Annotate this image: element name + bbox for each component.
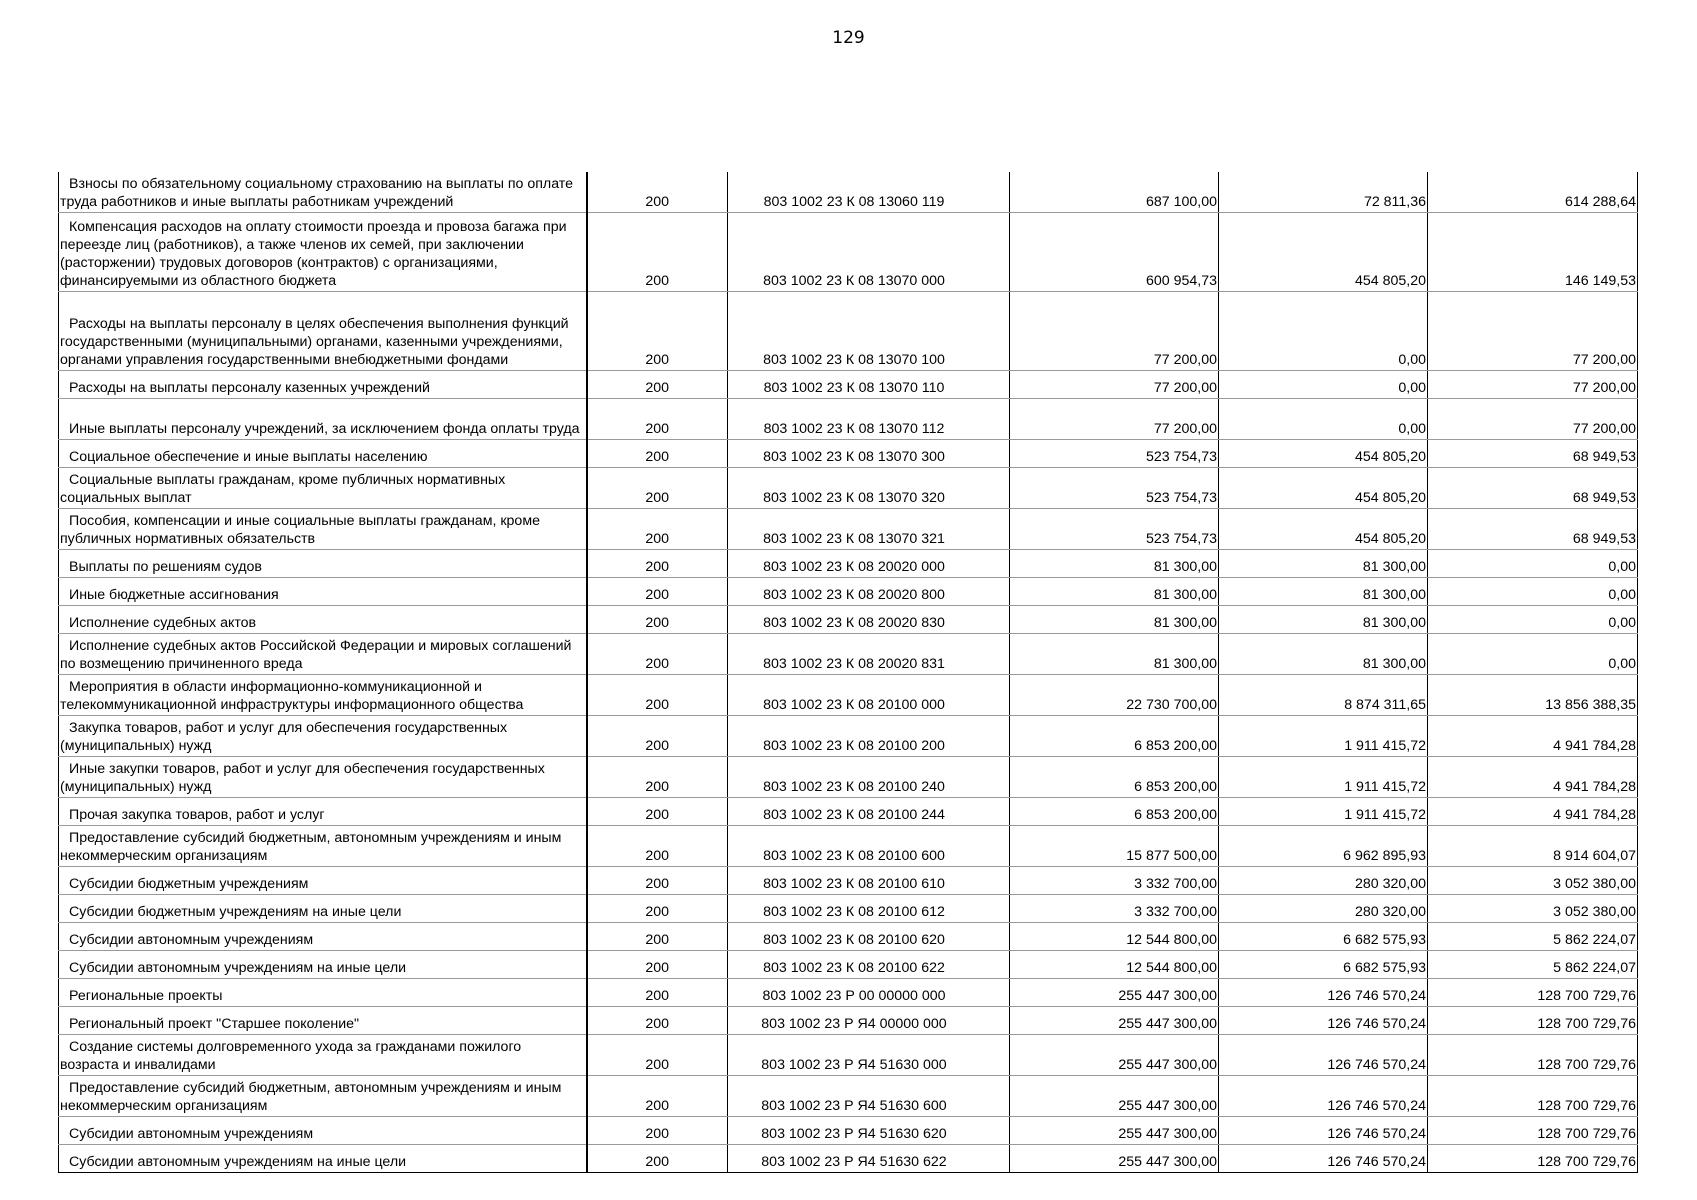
table-row: [59, 292, 1638, 371]
row-line-code: 200: [587, 371, 728, 399]
row-unexecuted: 614 288,64: [1428, 172, 1638, 213]
row-unexecuted: 128 700 729,76: [1428, 1145, 1638, 1173]
row-name: Иные выплаты персоналу учреждений, за исключением фонда оплаты труда: [59, 399, 587, 440]
table-row: [59, 440, 1638, 468]
row-executed: 1 911 415,72: [1219, 716, 1428, 757]
row-approved: 81 300,00: [1010, 578, 1219, 606]
table-row: [59, 1145, 1638, 1173]
row-name: Мероприятия в области информационно-коммуникационной и телекоммуникационной инфраструктуры информационного общества: [59, 675, 587, 716]
row-name: Региональный проект "Старшее поколение": [59, 1007, 587, 1035]
row-approved: 255 447 300,00: [1010, 1007, 1219, 1035]
row-line-code: 200: [587, 213, 728, 292]
row-executed: 0,00: [1219, 399, 1428, 440]
row-unexecuted: 3 052 380,00: [1428, 895, 1638, 923]
row-name: Закупка товаров, работ и услуг для обеспечения государственных (муниципальных) нужд: [59, 716, 587, 757]
row-name: Субсидии автономным учреждениям на иные цели: [59, 951, 587, 979]
table-row: [59, 979, 1638, 1007]
row-line-code: 200: [587, 399, 728, 440]
row-budget-code: 803 1002 23 Р Я4 51630 620: [728, 1117, 1010, 1145]
row-unexecuted: 3 052 380,00: [1428, 867, 1638, 895]
row-executed: 6 962 895,93: [1219, 826, 1428, 867]
row-approved: 255 447 300,00: [1010, 1145, 1219, 1173]
row-approved: 81 300,00: [1010, 550, 1219, 578]
table-row: [59, 798, 1638, 826]
row-name: Расходы на выплаты персоналу в целях обеспечения выполнения функций государственными (муниципальными) органами, казенными учреждениями, органами управления государственными внебюджетными фондами: [59, 292, 587, 371]
row-unexecuted: 128 700 729,76: [1428, 1076, 1638, 1117]
row-executed: 6 682 575,93: [1219, 923, 1428, 951]
row-budget-code: 803 1002 23 Р Я4 51630 622: [728, 1145, 1010, 1173]
row-approved: 3 332 700,00: [1010, 867, 1219, 895]
row-executed: 454 805,20: [1219, 213, 1428, 292]
row-name: Субсидии бюджетным учреждениям на иные цели: [59, 895, 587, 923]
row-budget-code: 803 1002 23 К 08 20100 240: [728, 757, 1010, 798]
row-executed: 81 300,00: [1219, 578, 1428, 606]
row-line-code: 200: [587, 634, 728, 675]
row-executed: 126 746 570,24: [1219, 1076, 1428, 1117]
row-name: Субсидии автономным учреждениям: [59, 1117, 587, 1145]
row-budget-code: 803 1002 23 К 08 13060 119: [728, 172, 1010, 213]
row-executed: 81 300,00: [1219, 550, 1428, 578]
row-approved: 77 200,00: [1010, 399, 1219, 440]
budget-execution-table: [58, 172, 1638, 1173]
row-executed: 81 300,00: [1219, 634, 1428, 675]
row-line-code: 200: [587, 979, 728, 1007]
page-number: 129: [832, 28, 865, 48]
row-line-code: 200: [587, 440, 728, 468]
row-executed: 8 874 311,65: [1219, 675, 1428, 716]
row-unexecuted: 0,00: [1428, 550, 1638, 578]
table-row: [59, 951, 1638, 979]
row-line-code: 200: [587, 675, 728, 716]
row-budget-code: 803 1002 23 К 08 20100 000: [728, 675, 1010, 716]
row-name: Исполнение судебных актов: [59, 606, 587, 634]
row-executed: 126 746 570,24: [1219, 1117, 1428, 1145]
row-unexecuted: 128 700 729,76: [1428, 979, 1638, 1007]
table-row: [59, 213, 1638, 292]
row-executed: 454 805,20: [1219, 440, 1428, 468]
row-executed: 454 805,20: [1219, 509, 1428, 550]
row-unexecuted: 13 856 388,35: [1428, 675, 1638, 716]
row-approved: 523 754,73: [1010, 468, 1219, 509]
row-unexecuted: 77 200,00: [1428, 292, 1638, 371]
row-line-code: 200: [587, 757, 728, 798]
row-executed: 72 811,36: [1219, 172, 1428, 213]
row-unexecuted: 146 149,53: [1428, 213, 1638, 292]
row-unexecuted: 0,00: [1428, 634, 1638, 675]
row-executed: 81 300,00: [1219, 606, 1428, 634]
row-executed: 1 911 415,72: [1219, 757, 1428, 798]
row-approved: 523 754,73: [1010, 509, 1219, 550]
row-budget-code: 803 1002 23 К 08 20020 000: [728, 550, 1010, 578]
row-budget-code: 803 1002 23 К 08 20100 622: [728, 951, 1010, 979]
row-name: Создание системы долговременного ухода за гражданами пожилого возраста и инвалидами: [59, 1035, 587, 1076]
row-name: Социальные выплаты гражданам, кроме публичных нормативных социальных выплат: [59, 468, 587, 509]
row-line-code: 200: [587, 172, 728, 213]
row-executed: 1 911 415,72: [1219, 798, 1428, 826]
table-row: [59, 550, 1638, 578]
row-name: Субсидии автономным учреждениям на иные цели: [59, 1145, 587, 1173]
row-line-code: 200: [587, 468, 728, 509]
table-row: [59, 578, 1638, 606]
row-approved: 6 853 200,00: [1010, 716, 1219, 757]
row-approved: 6 853 200,00: [1010, 798, 1219, 826]
row-unexecuted: 4 941 784,28: [1428, 716, 1638, 757]
table-row: [59, 172, 1638, 213]
row-name: Предоставление субсидий бюджетным, автономным учреждениям и иным некоммерческим организациям: [59, 826, 587, 867]
row-budget-code: 803 1002 23 К 08 20100 600: [728, 826, 1010, 867]
row-budget-code: 803 1002 23 К 08 20100 612: [728, 895, 1010, 923]
row-budget-code: 803 1002 23 К 08 13070 110: [728, 371, 1010, 399]
row-name: Региональные проекты: [59, 979, 587, 1007]
row-approved: 81 300,00: [1010, 606, 1219, 634]
row-name: Прочая закупка товаров, работ и услуг: [59, 798, 587, 826]
row-name: Исполнение судебных актов Российской Федерации и мировых соглашений по возмещению причиненного вреда: [59, 634, 587, 675]
table-row: [59, 1007, 1638, 1035]
row-executed: 6 682 575,93: [1219, 951, 1428, 979]
table-row: [59, 716, 1638, 757]
row-unexecuted: 5 862 224,07: [1428, 923, 1638, 951]
table-row: [59, 895, 1638, 923]
row-approved: 523 754,73: [1010, 440, 1219, 468]
row-budget-code: 803 1002 23 К 08 13070 321: [728, 509, 1010, 550]
table-row: [59, 1117, 1638, 1145]
row-unexecuted: 4 941 784,28: [1428, 757, 1638, 798]
row-approved: 77 200,00: [1010, 371, 1219, 399]
table-row: [59, 468, 1638, 509]
row-approved: 600 954,73: [1010, 213, 1219, 292]
row-name: Расходы на выплаты персоналу казенных учреждений: [59, 371, 587, 399]
row-budget-code: 803 1002 23 К 08 20020 831: [728, 634, 1010, 675]
row-line-code: 200: [587, 292, 728, 371]
row-unexecuted: 5 862 224,07: [1428, 951, 1638, 979]
row-line-code: 200: [587, 1117, 728, 1145]
row-line-code: 200: [587, 1007, 728, 1035]
row-name: Социальное обеспечение и иные выплаты населению: [59, 440, 587, 468]
row-name: Пособия, компенсации и иные социальные выплаты гражданам, кроме публичных нормативных обязательств: [59, 509, 587, 550]
row-line-code: 200: [587, 1145, 728, 1173]
row-unexecuted: 128 700 729,76: [1428, 1035, 1638, 1076]
row-executed: 0,00: [1219, 371, 1428, 399]
row-unexecuted: 0,00: [1428, 578, 1638, 606]
table-row: [59, 509, 1638, 550]
row-name: Субсидии автономным учреждениям: [59, 923, 587, 951]
row-budget-code: 803 1002 23 К 08 20020 830: [728, 606, 1010, 634]
row-unexecuted: 68 949,53: [1428, 468, 1638, 509]
table-row: [59, 606, 1638, 634]
row-line-code: 200: [587, 578, 728, 606]
row-executed: 126 746 570,24: [1219, 1145, 1428, 1173]
table-row: [59, 757, 1638, 798]
row-line-code: 200: [587, 895, 728, 923]
row-executed: 0,00: [1219, 292, 1428, 371]
row-executed: 126 746 570,24: [1219, 1007, 1428, 1035]
row-name: Компенсация расходов на оплату стоимости проезда и провоза багажа при переезде лиц (работников), а также членов их семей, при заключении (расторжении) трудовых договоров (контрактов) с организациями, финансируемыми из областного бюджета: [59, 213, 587, 292]
row-name: Взносы по обязательному социальному страхованию на выплаты по оплате труда работников и иные выплаты работникам учреждений: [59, 172, 587, 213]
table-row: [59, 923, 1638, 951]
table-row: [59, 867, 1638, 895]
row-executed: 280 320,00: [1219, 867, 1428, 895]
row-line-code: 200: [587, 923, 728, 951]
row-name: Иные закупки товаров, работ и услуг для обеспечения государственных (муниципальных) нужд: [59, 757, 587, 798]
row-executed: 126 746 570,24: [1219, 979, 1428, 1007]
row-executed: 454 805,20: [1219, 468, 1428, 509]
row-approved: 3 332 700,00: [1010, 895, 1219, 923]
row-budget-code: 803 1002 23 К 08 13070 300: [728, 440, 1010, 468]
row-approved: 687 100,00: [1010, 172, 1219, 213]
row-budget-code: 803 1002 23 К 08 13070 000: [728, 213, 1010, 292]
row-line-code: 200: [587, 716, 728, 757]
row-budget-code: 803 1002 23 К 08 20100 620: [728, 923, 1010, 951]
row-approved: 15 877 500,00: [1010, 826, 1219, 867]
row-approved: 12 544 800,00: [1010, 923, 1219, 951]
table-row: [59, 1035, 1638, 1076]
row-executed: 280 320,00: [1219, 895, 1428, 923]
row-line-code: 200: [587, 1076, 728, 1117]
row-approved: 255 447 300,00: [1010, 1117, 1219, 1145]
row-approved: 255 447 300,00: [1010, 979, 1219, 1007]
table-row: [59, 399, 1638, 440]
row-name: Субсидии бюджетным учреждениям: [59, 867, 587, 895]
row-approved: 255 447 300,00: [1010, 1035, 1219, 1076]
row-budget-code: 803 1002 23 К 08 20100 610: [728, 867, 1010, 895]
table-row: [59, 826, 1638, 867]
table-row: [59, 634, 1638, 675]
row-approved: 81 300,00: [1010, 634, 1219, 675]
row-budget-code: 803 1002 23 К 08 13070 112: [728, 399, 1010, 440]
row-line-code: 200: [587, 509, 728, 550]
row-unexecuted: 77 200,00: [1428, 371, 1638, 399]
row-budget-code: 803 1002 23 К 08 20100 200: [728, 716, 1010, 757]
row-approved: 6 853 200,00: [1010, 757, 1219, 798]
row-unexecuted: 8 914 604,07: [1428, 826, 1638, 867]
row-unexecuted: 77 200,00: [1428, 399, 1638, 440]
row-line-code: 200: [587, 606, 728, 634]
table-row: [59, 371, 1638, 399]
row-budget-code: 803 1002 23 К 08 20100 244: [728, 798, 1010, 826]
row-approved: 12 544 800,00: [1010, 951, 1219, 979]
row-executed: 126 746 570,24: [1219, 1035, 1428, 1076]
row-budget-code: 803 1002 23 Р 00 00000 000: [728, 979, 1010, 1007]
row-line-code: 200: [587, 826, 728, 867]
row-line-code: 200: [587, 550, 728, 578]
row-approved: 77 200,00: [1010, 292, 1219, 371]
row-unexecuted: 128 700 729,76: [1428, 1117, 1638, 1145]
row-budget-code: 803 1002 23 Р Я4 00000 000: [728, 1007, 1010, 1035]
row-line-code: 200: [587, 798, 728, 826]
row-unexecuted: 4 941 784,28: [1428, 798, 1638, 826]
row-unexecuted: 68 949,53: [1428, 509, 1638, 550]
row-line-code: 200: [587, 1035, 728, 1076]
row-budget-code: 803 1002 23 К 08 13070 320: [728, 468, 1010, 509]
row-line-code: 200: [587, 867, 728, 895]
row-unexecuted: 128 700 729,76: [1428, 1007, 1638, 1035]
row-unexecuted: 0,00: [1428, 606, 1638, 634]
table-row: [59, 675, 1638, 716]
row-budget-code: 803 1002 23 К 08 13070 100: [728, 292, 1010, 371]
row-budget-code: 803 1002 23 Р Я4 51630 000: [728, 1035, 1010, 1076]
row-name: Иные бюджетные ассигнования: [59, 578, 587, 606]
row-approved: 22 730 700,00: [1010, 675, 1219, 716]
row-approved: 255 447 300,00: [1010, 1076, 1219, 1117]
row-unexecuted: 68 949,53: [1428, 440, 1638, 468]
row-name: Предоставление субсидий бюджетным, автономным учреждениям и иным некоммерческим организациям: [59, 1076, 587, 1117]
row-budget-code: 803 1002 23 Р Я4 51630 600: [728, 1076, 1010, 1117]
row-name: Выплаты по решениям судов: [59, 550, 587, 578]
row-line-code: 200: [587, 951, 728, 979]
row-budget-code: 803 1002 23 К 08 20020 800: [728, 578, 1010, 606]
table-row: [59, 1076, 1638, 1117]
